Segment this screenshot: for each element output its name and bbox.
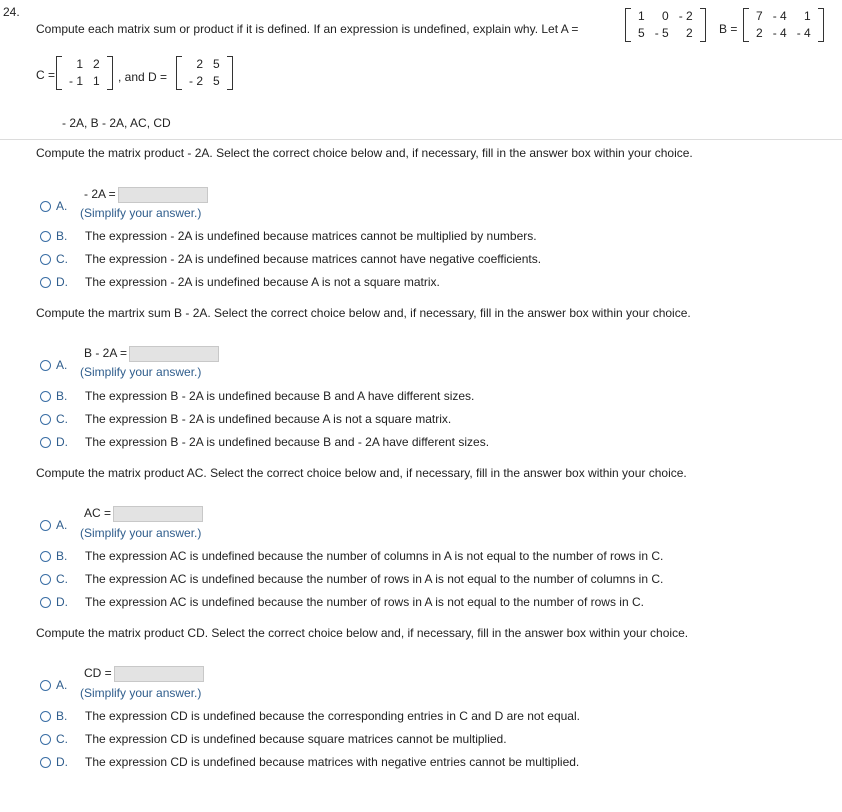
answer-label: B - 2A = xyxy=(84,346,128,361)
matrix-entry: 2 xyxy=(196,57,204,71)
prompt-cd: Compute the matrix product CD. Select the correct choice below and, if necessary, fill in the answer box within your choice. xyxy=(36,626,689,640)
matrix-entry: 2 xyxy=(93,57,100,71)
radio-button[interactable] xyxy=(40,711,51,722)
option-b-ac[interactable]: B. The expression AC is undefined because the number of columns in A is not equal to the number of rows in C. xyxy=(40,549,663,563)
matrix-a xyxy=(625,8,706,42)
prompt-b-minus-2a: Compute the martrix sum B - 2A. Select the correct choice below and, if necessary, fill in the answer box within your choice. xyxy=(36,306,691,320)
answer-box-cd[interactable] xyxy=(114,666,204,682)
radio-button[interactable] xyxy=(40,437,51,448)
question-number: 24. xyxy=(3,5,20,19)
radio-button[interactable] xyxy=(40,680,51,691)
option-c-neg2a[interactable]: C. The expression - 2A is undefined because matrices cannot have negative coefficients. xyxy=(40,252,541,266)
option-c-cd[interactable]: C. The expression CD is undefined because square matrices cannot be multiplied. xyxy=(40,732,507,746)
option-c-ac[interactable]: C. The expression AC is undefined because the number of rows in A is not equal to the number of columns in C. xyxy=(40,572,663,586)
matrix-b-table xyxy=(751,8,816,42)
matrix-entry: 1 xyxy=(93,74,100,88)
answer-label: AC = xyxy=(84,506,112,521)
simplify-hint: (Simplify your answer.) xyxy=(80,526,202,540)
answer-box-ac[interactable] xyxy=(113,506,203,522)
answer-line-neg2a xyxy=(84,187,208,203)
matrix-c xyxy=(56,56,113,90)
simplify-hint: (Simplify your answer.) xyxy=(80,365,202,379)
label-b: B = xyxy=(719,22,738,36)
answer-box-neg2a[interactable] xyxy=(118,187,208,203)
matrix-entry: 5 xyxy=(213,57,220,71)
answer-line-cd xyxy=(84,666,204,682)
answer-box-b-minus-2a[interactable] xyxy=(129,346,219,362)
matrix-entry: 0 xyxy=(662,9,669,23)
matrix-entry: 1 xyxy=(638,9,645,23)
matrix-entry: - 4 xyxy=(772,9,787,23)
radio-button[interactable] xyxy=(40,360,51,371)
simplify-hint: (Simplify your answer.) xyxy=(80,686,202,700)
radio-button[interactable] xyxy=(40,551,51,562)
simplify-hint: (Simplify your answer.) xyxy=(80,206,202,220)
radio-button[interactable] xyxy=(40,734,51,745)
answer-line-b-minus-2a xyxy=(84,346,219,362)
option-b-b-minus-2a[interactable]: B. The expression B - 2A is undefined because B and A have different sizes. xyxy=(40,389,474,403)
label-and-d: , and D = xyxy=(118,70,168,84)
option-d-ac[interactable]: D. The expression AC is undefined because the number of rows in A is not equal to the number of rows in C. xyxy=(40,595,644,609)
option-a-cd[interactable]: A. xyxy=(40,678,85,692)
label-c: C = xyxy=(36,68,56,82)
matrix-d-table xyxy=(184,56,225,90)
option-a-neg2a[interactable]: A. xyxy=(40,199,85,213)
matrix-entry: 5 xyxy=(213,74,220,88)
intro-text: Compute each matrix sum or product if it is defined. If an expression is undefined, explain why. Let A = xyxy=(36,22,579,36)
matrix-c-table xyxy=(64,56,105,90)
matrix-entry: 2 xyxy=(686,26,693,40)
radio-button[interactable] xyxy=(40,574,51,585)
option-a-b-minus-2a[interactable]: A. xyxy=(40,358,85,372)
option-a-ac[interactable]: A. xyxy=(40,518,85,532)
matrix-b xyxy=(743,8,824,42)
matrix-d xyxy=(176,56,233,90)
matrix-entry: - 2 xyxy=(189,74,204,88)
matrix-entry: - 1 xyxy=(69,74,84,88)
option-b-cd[interactable]: B. The expression CD is undefined because the corresponding entries in C and D are not equal. xyxy=(40,709,580,723)
matrix-entry: - 2 xyxy=(678,9,693,23)
radio-button[interactable] xyxy=(40,414,51,425)
answer-line-ac xyxy=(84,506,203,522)
radio-button[interactable] xyxy=(40,757,51,768)
prompt-neg2a: Compute the matrix product - 2A. Select the correct choice below and, if necessary, fill in the answer box within your choice. xyxy=(36,146,693,160)
option-d-neg2a[interactable]: D. The expression - 2A is undefined because A is not a square matrix. xyxy=(40,275,440,289)
matrix-a-table xyxy=(633,8,698,42)
radio-button[interactable] xyxy=(40,520,51,531)
matrix-entry: 7 xyxy=(756,9,763,23)
radio-button[interactable] xyxy=(40,597,51,608)
matrix-entry: - 4 xyxy=(796,26,811,40)
radio-button[interactable] xyxy=(40,254,51,265)
matrix-entry: 1 xyxy=(76,57,84,71)
answer-label: CD = xyxy=(84,666,112,681)
matrix-entry: - 5 xyxy=(654,26,669,40)
divider xyxy=(0,139,842,140)
radio-button[interactable] xyxy=(40,391,51,402)
matrix-entry: 2 xyxy=(756,26,763,40)
answer-label: - 2A = xyxy=(84,187,116,202)
matrix-entry: 5 xyxy=(638,26,645,40)
matrix-entry: 1 xyxy=(804,9,811,23)
radio-button[interactable] xyxy=(40,231,51,242)
radio-button[interactable] xyxy=(40,277,51,288)
radio-button[interactable] xyxy=(40,201,51,212)
option-b-neg2a[interactable]: B. The expression - 2A is undefined because matrices cannot be multiplied by numbers. xyxy=(40,229,537,243)
expression-list: - 2A, B - 2A, AC, CD xyxy=(62,116,171,130)
prompt-ac: Compute the matrix product AC. Select the correct choice below and, if necessary, fill in the answer box within your choice. xyxy=(36,466,687,480)
option-d-cd[interactable]: D. The expression CD is undefined because matrices with negative entries cannot be multiplied. xyxy=(40,755,579,769)
option-c-b-minus-2a[interactable]: C. The expression B - 2A is undefined because A is not a square matrix. xyxy=(40,412,451,426)
matrix-entry: - 4 xyxy=(772,26,787,40)
option-d-b-minus-2a[interactable]: D. The expression B - 2A is undefined because B and - 2A have different sizes. xyxy=(40,435,489,449)
